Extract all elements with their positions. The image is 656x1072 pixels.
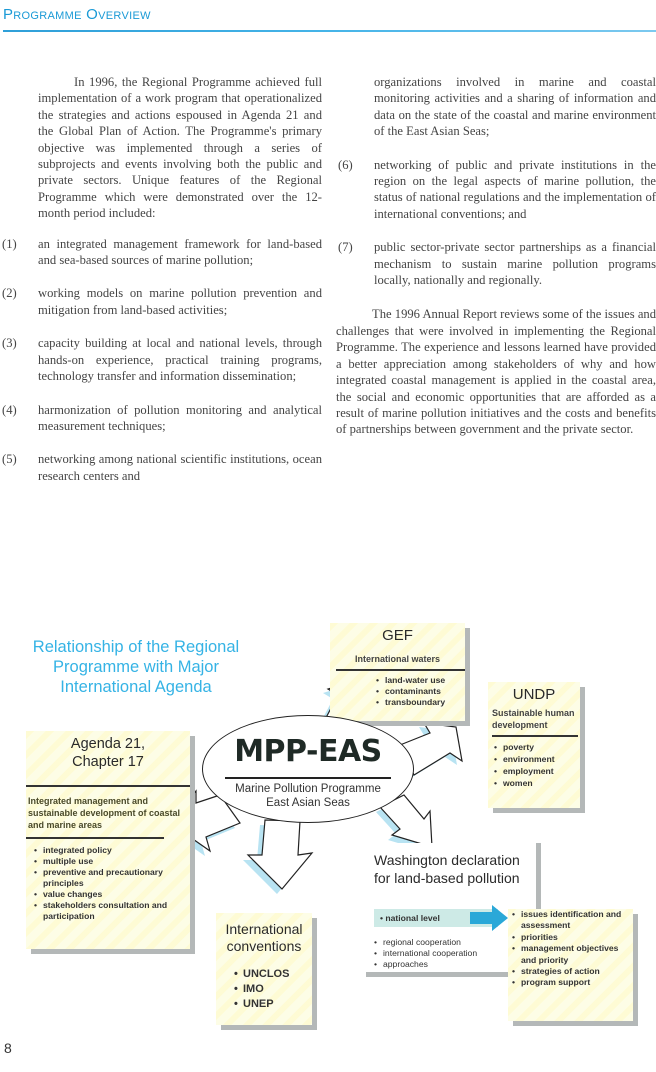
washington-heading (366, 843, 536, 887)
item-text: working models on marine pollution prevention and mitigation from land-based activities; (38, 286, 322, 317)
intro-paragraph: In 1996, the Regional Programme achieved full implementation of a work program that operationalized the strategies and actions espoused in Agenda 21 and the Global Plan of Action. The Programme's primary objective was implemented through a series of subprojects and events involving both the public and private sectors. Unique features of the Regional Programme which were demonstrated over the 12-month period included: (38, 75, 322, 221)
gef-item: • contaminants (376, 686, 465, 697)
agenda21-box (26, 731, 190, 949)
washington-outcomes-list (512, 909, 633, 989)
conventions-box (216, 913, 312, 1025)
item-5-continuation: organizations involved in marine and coastal monitoring activities and a sharing of information and data on the state of the coastal and marine environment of the East Asian Seas; (374, 75, 656, 139)
section-title: Programme Overview (3, 6, 151, 23)
outcome-item: • issues identification and assessment (512, 909, 633, 932)
washington-item: • international cooperation (374, 948, 477, 959)
agenda21-heading-line2: Chapter 17 (72, 754, 144, 770)
washington-heading-line1: Washington declaration (374, 852, 520, 868)
outcome-item: • priorities (512, 932, 633, 943)
item-text: networking of public and private institutions in the region on the legal aspects of marine pollution, the status of national regulations and the implementation of international conventions; and (374, 157, 656, 221)
item-text: public sector-private sector partnerships as a financial mechanism to sustain marine pollution programs locally, nationally and regionally. (374, 240, 656, 288)
undp-list (494, 741, 580, 789)
undp-item: • employment (494, 765, 580, 777)
washington-item: • regional cooperation (374, 937, 477, 948)
undp-divider (492, 735, 578, 737)
item-text: capacity building at local and national levels, through hands-on experience, practical training programs, technology transfer and information dissemination; (38, 336, 322, 384)
national-level-bar: • national level (374, 909, 498, 927)
washington-list (374, 937, 477, 970)
washington-heading-line2: for land-based pollution (374, 870, 520, 886)
mpp-eas-acronym: MPP-EAS (234, 734, 382, 769)
washington-shadow (366, 972, 516, 977)
agenda21-item: • value changes (34, 889, 190, 900)
washington-outcomes-box (508, 909, 633, 1021)
feature-item-7 (336, 239, 656, 288)
undp-box (488, 682, 580, 808)
agenda21-item: • multiple use (34, 856, 190, 867)
arrow-to-conventions (248, 820, 312, 889)
right-column (336, 74, 656, 438)
diagram-title: Relationship of the Regional Programme with Major International Agenda (32, 638, 240, 696)
conventions-heading (216, 913, 312, 955)
item-number: (1) (2, 236, 17, 251)
agenda21-subtitle: Integrated management and sustainable development of coastal and marine areas (28, 796, 181, 830)
item-number: (7) (338, 240, 353, 255)
gef-heading: GEF (382, 627, 413, 644)
closing-paragraph: The 1996 Annual Report reviews some of the issues and challenges that were involved in implementing the Regional Programme. The experience and lessons learned have provided a better appreciation among stakeholders of why and how integrated coastal management is applied in the coastal area, the social and economic opportunities that are afforded as a result of marine pollution initiatives and the costs and benefits of partnerships between government and the private sector. (336, 307, 656, 437)
agenda21-divider-2 (26, 837, 164, 839)
gef-box (330, 623, 465, 721)
relationship-diagram (0, 615, 656, 1035)
left-column (0, 74, 322, 484)
agenda21-list (34, 845, 190, 922)
agenda21-item: • preventive and precautionary principles (34, 867, 190, 889)
item-number: (6) (338, 157, 353, 172)
undp-subtitle: Sustainable human development (492, 708, 575, 730)
undp-item: • women (494, 777, 580, 789)
gef-subtitle: International waters (354, 654, 441, 664)
center-subtitle (203, 782, 413, 810)
center-line2: East Asian Seas (266, 797, 350, 809)
national-level-label: national level (385, 913, 440, 923)
page-number: 8 (4, 1040, 12, 1056)
center-line1: Marine Pollution Programme (235, 783, 381, 795)
conventions-heading-line2: conventions (226, 938, 302, 954)
mpp-eas-center (202, 715, 414, 823)
conventions-item: • UNEP (234, 997, 312, 1012)
agenda21-heading (26, 731, 190, 771)
conventions-list (234, 967, 312, 1012)
feature-item-2 (0, 285, 322, 318)
gef-item: • land-water use (376, 675, 465, 686)
agenda21-heading-line1: Agenda 21, (70, 736, 146, 752)
undp-item: • environment (494, 753, 580, 765)
center-divider (225, 777, 391, 779)
agenda21-divider (26, 785, 190, 787)
item-text: networking among national scientific institutions, ocean research centers and (38, 452, 322, 483)
feature-item-6 (336, 157, 656, 223)
item-number: (2) (2, 286, 17, 301)
undp-item: • poverty (494, 741, 580, 753)
feature-item-1 (0, 236, 322, 269)
outcome-item: • program support (512, 977, 633, 988)
highlight-arrow-icon (470, 905, 510, 931)
item-number: (4) (2, 402, 17, 417)
feature-item-5 (0, 451, 322, 484)
conventions-heading-line1: International (225, 921, 303, 937)
feature-item-3 (0, 335, 322, 384)
washington-item: • approaches (374, 959, 477, 970)
conventions-item: • IMO (234, 982, 312, 997)
page-header (0, 0, 656, 34)
gef-list (376, 675, 465, 708)
outcome-item: • strategies of action (512, 966, 633, 977)
item-number: (5) (2, 452, 17, 467)
gef-item: • transboundary (376, 697, 465, 708)
agenda21-item: • integrated policy (34, 845, 190, 856)
gef-divider (336, 669, 465, 671)
conventions-item: • UNCLOS (234, 967, 312, 982)
item-text: harmonization of pollution monitoring and analytical measurement techniques; (38, 402, 322, 433)
outcome-item: • management objectives and priority (512, 943, 633, 966)
undp-heading: UNDP (512, 686, 556, 703)
item-text: an integrated management framework for land-based and sea-based sources of marine pollution; (38, 236, 322, 268)
agenda21-item: • stakeholders consultation and participation (34, 900, 190, 922)
header-divider (3, 30, 656, 32)
feature-item-4 (0, 402, 322, 435)
item-number: (3) (2, 336, 17, 351)
